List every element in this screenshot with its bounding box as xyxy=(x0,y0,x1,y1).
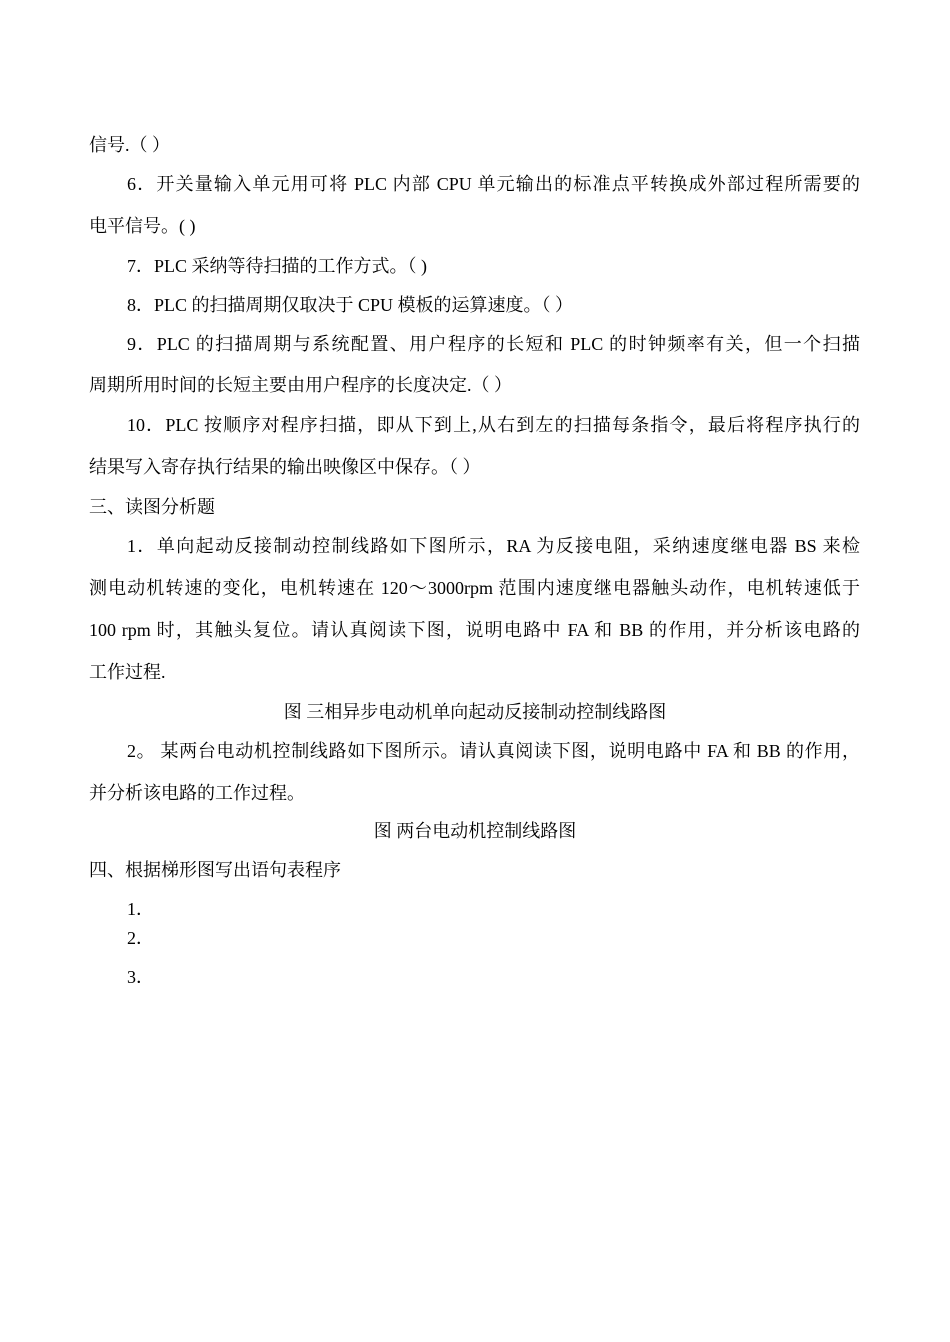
q1-line1: 1．单向起动反接制动控制线路如下图所示，RA 为反接电阻，采纳速度继电器 BS 来检 xyxy=(127,536,860,556)
item10-line1: 10．PLC 按顺序对程序扫描，即从下到上,从右到左的扫描每条指令，最后将程序执行的 xyxy=(127,415,860,435)
figure2-caption: 图 两台电动机控制线路图 xyxy=(373,821,577,841)
section3-heading: 三、读图分析题 xyxy=(89,497,215,517)
q1-line4: 工作过程. xyxy=(89,662,166,682)
item7: 7．PLC 采纳等待扫描的工作方式。（ ) xyxy=(127,256,428,276)
q2-line1: 2。 某两台电动机控制线路如下图所示。请认真阅读下图，说明电路中 FA 和 BB 的作用， xyxy=(127,741,860,761)
q2-line2: 并分析该电路的工作过程。 xyxy=(89,783,305,803)
section4-heading: 四、根据梯形图写出语句表程序 xyxy=(89,860,341,880)
item10-line2: 结果写入寄存执行结果的输出映像区中保存。（ ） xyxy=(89,457,481,477)
item6-line1: 6．开关量输入单元用可将 PLC 内部 CPU 单元输出的标准点平转换成外部过程所需要的 xyxy=(127,174,860,194)
q1-line2: 测电动机转速的变化，电机转速在 120～3000rpm 范围内速度继电器触头动作，电机转速低于 xyxy=(89,578,860,598)
section4-item-1: 1． xyxy=(127,899,154,919)
q1-line3: 100 rpm 时，其触头复位。请认真阅读下图，说明电路中 FA 和 BB 的作用，并分析该电路的 xyxy=(89,620,860,640)
figure1-caption: 图 三相异步电动机单向起动反接制动控制线路图 xyxy=(283,702,667,722)
item8: 8．PLC 的扫描周期仅取决于 CPU 模板的运算速度。（ ） xyxy=(127,295,574,315)
item6-line2: 电平信号。( ) xyxy=(89,216,196,236)
section4-item-3: 3． xyxy=(127,967,154,987)
item9-line1: 9．PLC 的扫描周期与系统配置、用户程序的长短和 PLC 的时钟频率有关，但一个扫描 xyxy=(127,334,860,354)
section4-item-2: 2． xyxy=(127,928,154,948)
item5-tail: 信号.（ ） xyxy=(89,135,170,155)
item9-line2: 周期所用时间的长短主要由用户程序的长度决定.（ ） xyxy=(89,375,512,395)
